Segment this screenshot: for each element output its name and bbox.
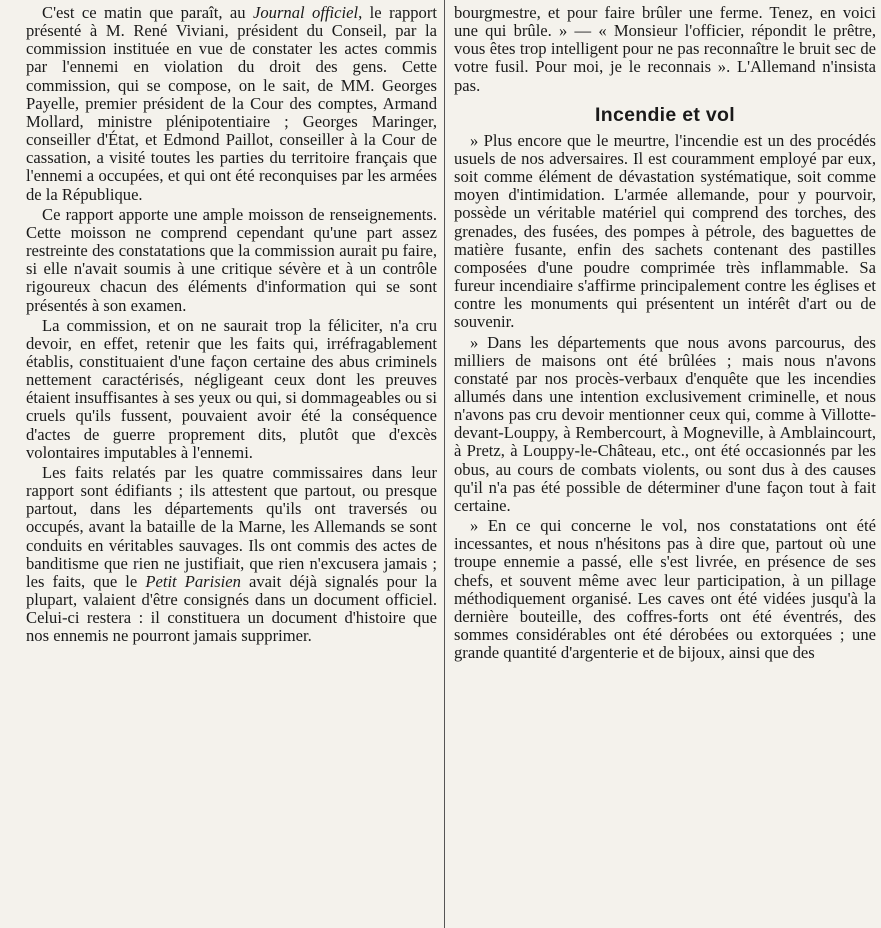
- intro-text-rest: , le rapport présenté à M. René Viviani, président du Conseil, par la commission instituée en vue de constater les actes commis par l'ennemi en violation du droit des gens. Cette commission, qui se compose, on le sait, de MM. Georges Payelle, premier président de la Cour des comptes, Armand Mollard, ministre plénipotentiaire ; Georges Maringer, conseiller d'État, et Edmond Paillot, conseiller à la Cour de cassation, a visité toutes les parties du territoire français que l'ennemi a occupées, et qui ont été reconquises par les armées de la République.: [26, 4, 437, 204]
- paragraph-intro: [26, 4, 437, 204]
- column-divider: [444, 0, 445, 928]
- paragraph-departements: » Dans les départements que nous avons parcourus, des milliers de maisons ont été brûlées ; mais nous n'avons constaté par nos procès-verbaux d'enquête que les incendies allumés dans une intention exclusivement criminelle, et nous n'avons pas cru devoir mentionner ceux qui, comme à Villotte-devant-Louppy, à Rembercourt, à Mogneville, à Amblaincourt, à Pretz, à Louppy-le-Château, etc., ont été occasionnés par les obus, au cours de combats violents, ou sont dus à des causes qu'il n'a pas été possible de déterminer d'une façon tout à fait certaine.: [454, 332, 876, 515]
- paragraph-rapport: Ce rapport apporte une ample moisson de renseignements. Cette moisson ne comprend cependant qu'une part assez restreinte des constatations que la commission aurait pu faire, si elle n'avait soumis à une critique sévère et à un contrôle rigoureux chacun des éléments d'information qui se sont présentés à son examen.: [26, 204, 437, 315]
- journal-officiel-title: Journal officiel: [253, 4, 359, 22]
- right-column: [454, 4, 876, 928]
- faits-text-start: Les faits relatés par les quatre commissaires dans leur rapport sont édifiants ; ils attestent que partout, ou presque partout, dans les départements qu'ils ont traversés ou occupés, avant la bataille de la Marne, les Allemands se sont conduits en véritables sauvages. Ils ont commis des actes de banditisme que rien ne justifiait, que rien n'excusera jamais ; les faits, que le: [26, 462, 437, 591]
- paragraph-vol: » En ce qui concerne le vol, nos constatations ont été incessantes, et nous n'hésitons pas à dire que, partout où une troupe ennemie a passé, elle s'est livrée, en présence de ses chefs, et souvent même avec leur participation, à un pillage méthodiquement organisé. Les caves ont été vidées jusqu'à la dernière bouteille, des coffres-forts ont été éventrés, des sommes considérables ont été dérobées ou extorquées ; une grande quantité d'argenterie et de bijoux, ainsi que des: [454, 516, 876, 663]
- petit-parisien-title: Petit Parisien: [145, 571, 241, 591]
- left-column: [26, 4, 437, 928]
- paragraph-continuation: bourgmestre, et pour faire brûler une ferme. Tenez, en voici une qui brûle. » — « Monsieur l'officier, répondit le prêtre, vous êtes trop intelligent pour ne pas reconnaître le bruit sec de votre fusil. Pour moi, je le reconnais ». L'Allemand n'insista pas.: [454, 4, 876, 95]
- intro-text-start: C'est ce matin que paraît, au: [42, 4, 254, 22]
- paragraph-faits: [26, 464, 437, 646]
- section-heading: Incendie et vol: [595, 103, 735, 126]
- paragraph-incendie: » Plus encore que le meurtre, l'incendie est un des procédés usuels de nos adversaires. Il est couramment employé par eux, soit comme élément de dévastation systématique, soit comme moyen d'intimidation. L'armée allemande, pour y pourvoir, possède un véritable matériel qui comprend des torches, des grenades, des fusées, des pompes à pétrole, des baguettes de matière fusante, enfin des sachets contenant des pastilles composées d'une poudre comprimée très inflammable. Sa fureur incendiaire s'affirme principalement contre les églises et contre les monuments qui présentent un intérêt d'art ou de souvenir.: [454, 130, 876, 332]
- paragraph-commission: La commission, et on ne saurait trop la féliciter, n'a cru devoir, en effet, retenir que les faits qui, irréfragablement établis, constituaient d'une façon certaine des abus criminels nettement caractérisés, négligeant ceux dont les preuves étaient insuffisantes à ses yeux ou qui, si dommageables ou si cruels qu'ils fussent, pouvaient avoir été la conséquence d'actes de guerre proprement dits, plutôt que d'excès volontaires imputables à l'ennemi.: [26, 315, 437, 462]
- faits-text-rest: avait déjà signalés pour la plupart, valaient d'être consignés dans un document officiel. Celui-ci restera : il constituera un document d'histoire que nos ennemis ne pourront jamais supprimer.: [26, 571, 437, 646]
